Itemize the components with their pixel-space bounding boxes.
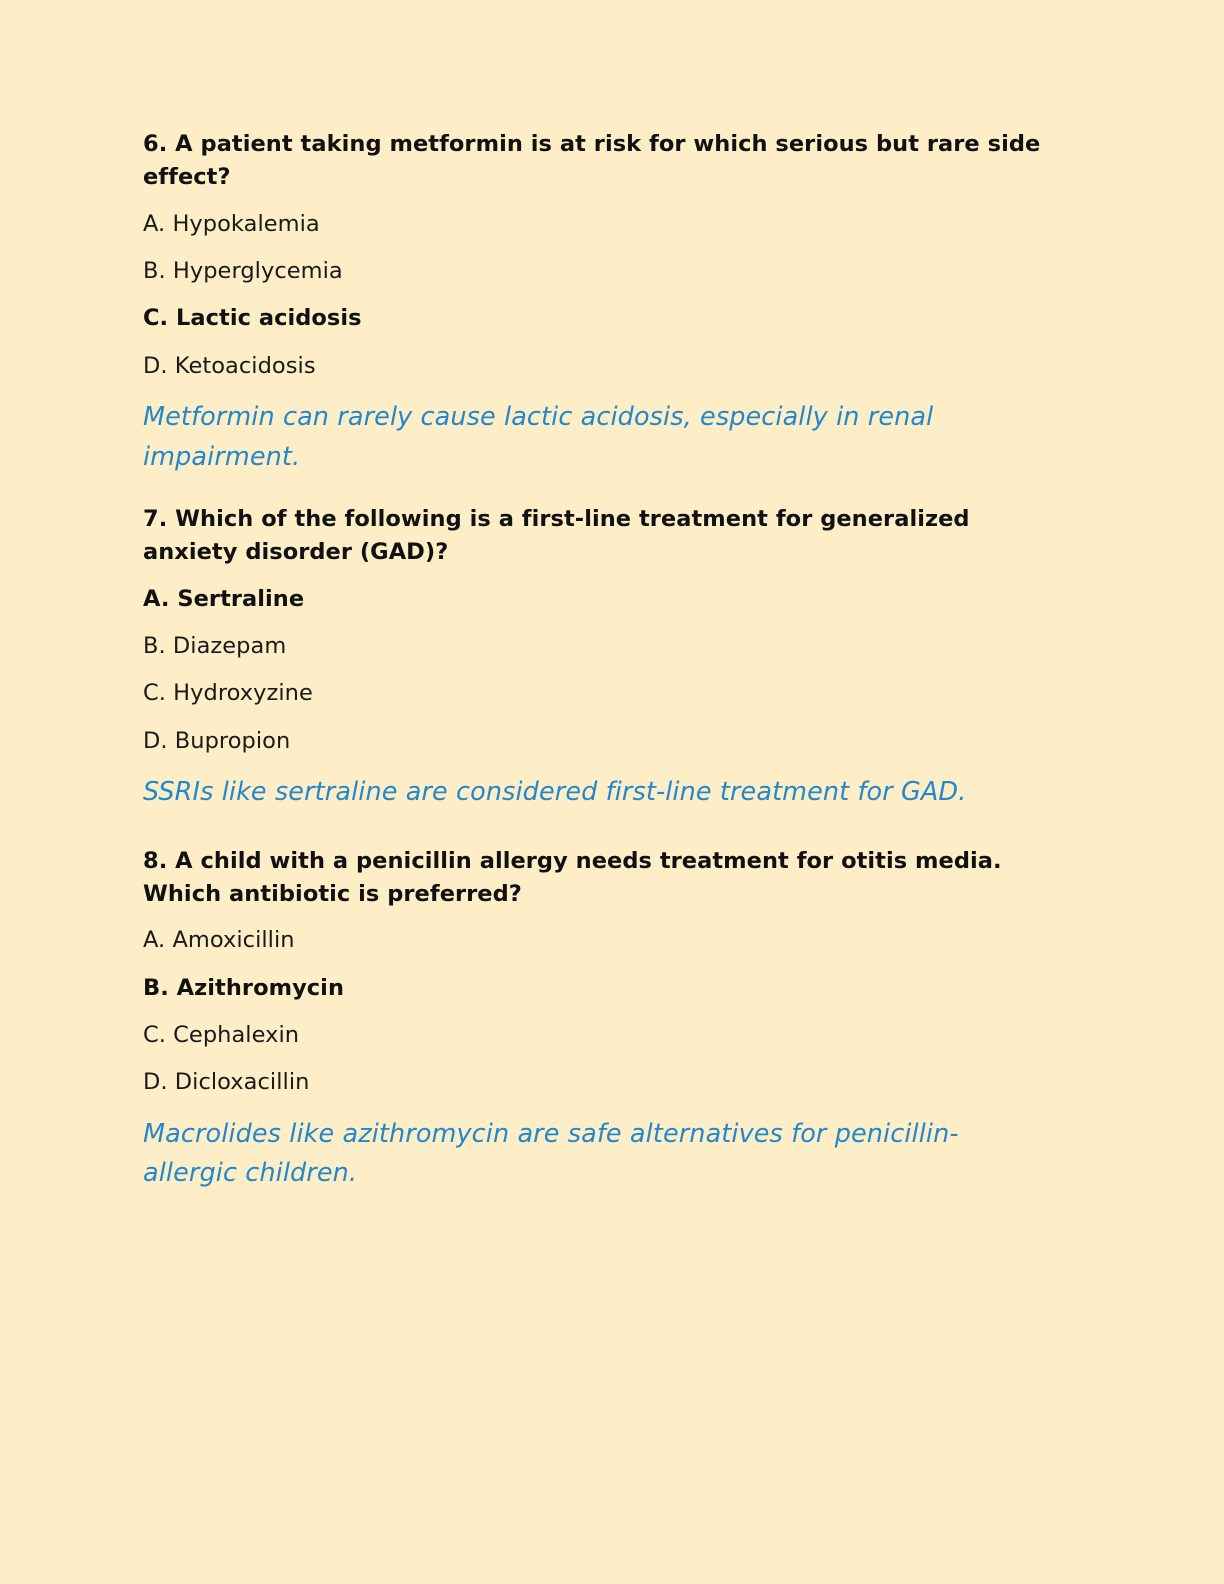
question-block-6: [143, 128, 1074, 477]
question-explanation: SSRIs like sertraline are considered first-line treatment for GAD.: [143, 777, 967, 808]
question-option-a[interactable]: A. Amoxicillin: [143, 927, 295, 954]
question-option-d[interactable]: D. Bupropion: [143, 727, 291, 754]
question-block-8: [143, 845, 1074, 1194]
question-explanation: Metformin can rarely cause lactic acidosis, especially in renal impairment.: [143, 402, 934, 472]
question-option-c[interactable]: C. Lactic acidosis: [143, 305, 362, 332]
question-stem: 6. A patient taking metformin is at risk for which serious but rare side effect?: [143, 131, 1041, 191]
question-option-d[interactable]: D. Dicloxacillin: [143, 1069, 310, 1096]
question-option-a[interactable]: A. Hypokalemia: [143, 210, 320, 237]
question-stem: 7. Which of the following is a first-line treatment for generalized anxiety disorder (GAD)?: [143, 506, 970, 566]
question-option-b[interactable]: B. Azithromycin: [143, 974, 345, 1001]
question-option-c[interactable]: C. Hydroxyzine: [143, 680, 313, 707]
question-block-7: [143, 503, 1074, 813]
question-option-b[interactable]: B. Diazepam: [143, 633, 287, 660]
question-option-b[interactable]: B. Hyperglycemia: [143, 257, 343, 284]
question-option-a[interactable]: A. Sertraline: [143, 585, 305, 612]
question-explanation: Macrolides like azithromycin are safe alternatives for penicillin-allergic children.: [143, 1118, 959, 1189]
question-option-c[interactable]: C. Cephalexin: [143, 1022, 300, 1049]
question-option-d[interactable]: D. Ketoacidosis: [143, 352, 316, 379]
question-stem: 8. A child with a penicillin allergy needs treatment for otitis media. Which antibiotic is preferred?: [143, 847, 1002, 908]
section-spacer: [143, 835, 1074, 845]
